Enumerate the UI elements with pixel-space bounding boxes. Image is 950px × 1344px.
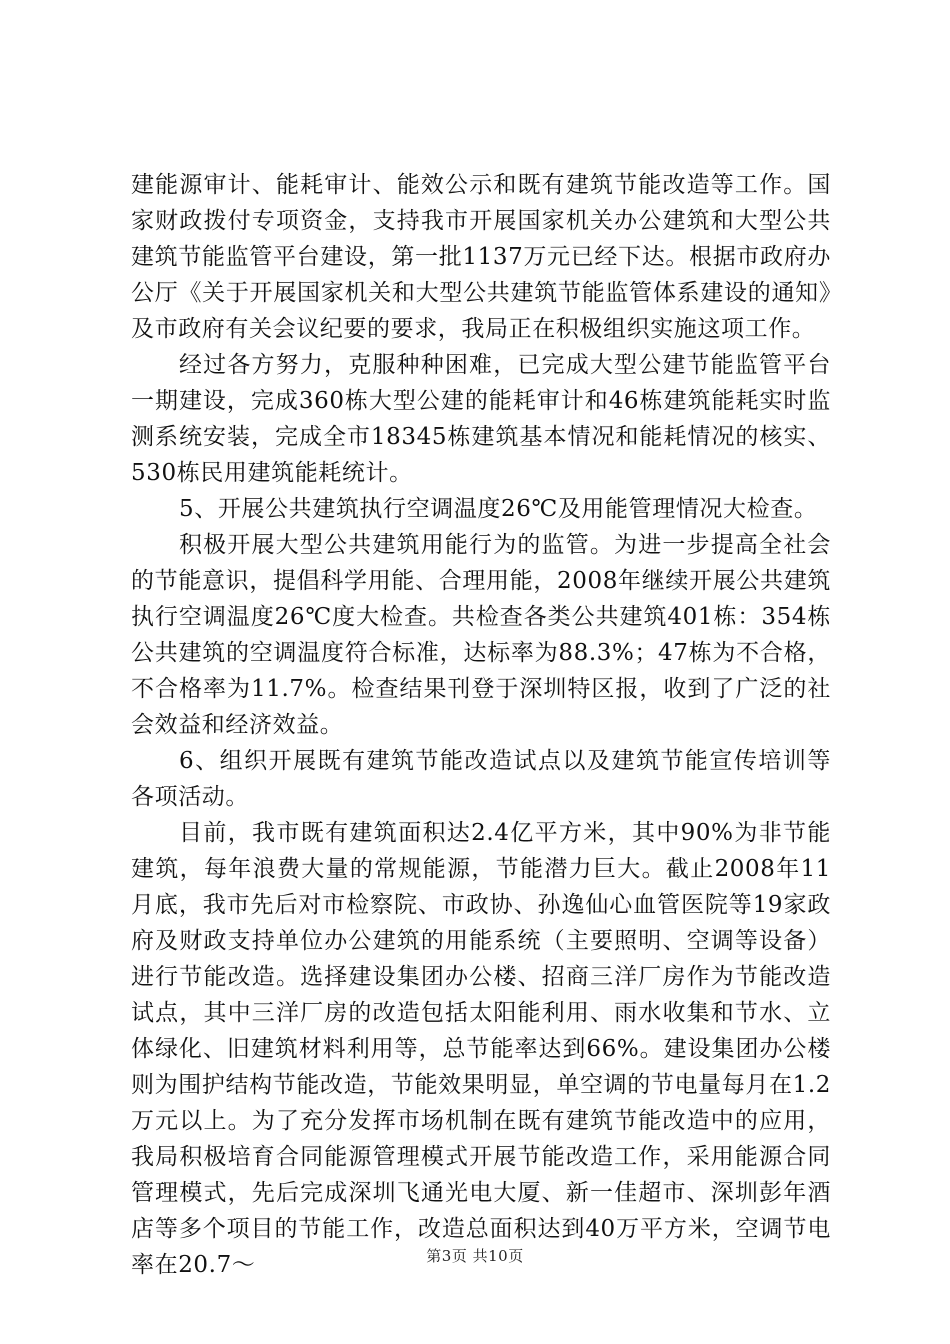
document-body xyxy=(131,167,831,1283)
page-footer: 第3页 共10页 xyxy=(426,1247,524,1265)
paragraph-progress: 经过各方努力，克服种种困难，已完成大型公建节能监管平台一期建设，完成360栋大型公建的能耗审计和46栋建筑能耗实时监测系统安装，完成全市18345栋建筑基本情况和能耗情况的核实、530栋民用建筑能耗统计。 xyxy=(131,352,831,486)
section-heading-6: 6、组织开展既有建筑节能改造试点以及建筑节能宣传培训等各项活动。 xyxy=(131,748,831,810)
paragraph-continuation: 建能源审计、能耗审计、能效公示和既有建筑节能改造等工作。国家财政拨付专项资金，支持我市开展国家机关办公建筑和大型公共建筑节能监管平台建设，第一批1137万元已经下达。根据市政府办公厅《关于开展国家机关和大型公共建筑节能监管体系建设的通知》及市政府有关会议纪要的要求，我局正在积极组织实施这项工作。 xyxy=(131,172,831,342)
paragraph-retrofit: 目前，我市既有建筑面积达2.4亿平方米，其中90%为非节能建筑，每年浪费大量的常规能源，节能潜力巨大。截止2008年11月底，我市先后对市检察院、市政协、孙逸仙心血管医院等19家政府及财政支持单位办公建筑的用能系统（主要照明、空调等设备）进行节能改造。选择建设集团办公楼、招商三洋厂房作为节能改造试点，其中三洋厂房的改造包括太阳能利用、雨水收集和节水、立体绿化、旧建筑材料利用等，总节能率达到66%。建设集团办公楼则为围护结构节能改造，节能效果明显，单空调的节电量每月在1.2万元以上。为了充分发挥市场机制在既有建筑节能改造中的应用，我局积极培育合同能源管理模式开展节能改造工作，采用能源合同管理模式，先后完成深圳飞通光电大厦、新一佳超市、深圳彭年酒店等多个项目的节能工作，改造总面积达到40万平方米，空调节电率在20.7～ xyxy=(131,820,831,1278)
paragraph-inspection: 积极开展大型公共建筑用能行为的监管。为进一步提高全社会的节能意识，提倡科学用能、合理用能，2008年继续开展公共建筑执行空调温度26℃度大检查。共检查各类公共建筑401栋：354栋公共建筑的空调温度符合标准，达标率为88.3%；47栋为不合格，不合格率为11.7%。检查结果刊登于深圳特区报，收到了广泛的社会效益和经济效益。 xyxy=(131,532,831,738)
section-heading-5: 5、开展公共建筑执行空调温度26℃及用能管理情况大检查。 xyxy=(179,496,818,522)
